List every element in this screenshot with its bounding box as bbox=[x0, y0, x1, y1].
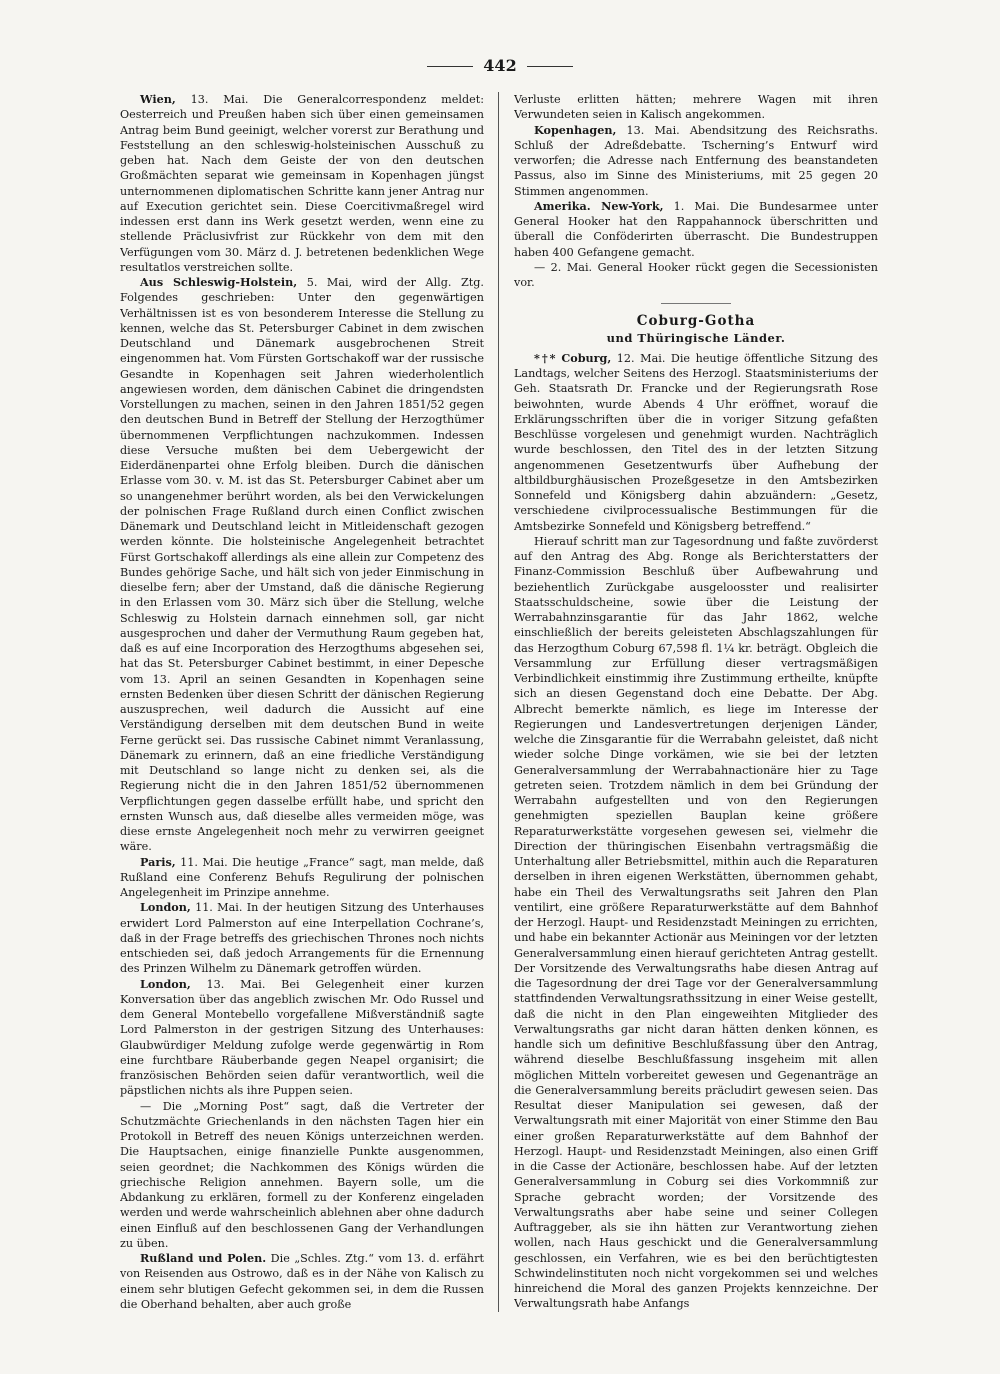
header-rule-left bbox=[427, 66, 473, 67]
paragraph-text: — Die „Morning Post“ sagt, daß die Vertreter der Schutzmächte Griechenlands in den nächsten Tagen hier ein Protokoll in Betreff des neuen Königs unterzeichnen werden. Die Hauptsachen, einige finanzielle Punkte ausgenommen, seien geordnet; die Nachkommen des Königs würden die griechische Religion annehmen. Bayern solle, um die Abdankung zu erklären, formell zu der Konferenz eingeladen werden und werde wahrscheinlich ablehnen aber ohne dadurch einen Einfluß auf den beschlossenen Gang der Verhandlungen zu üben. bbox=[120, 1099, 484, 1250]
paragraph-text: 11. Mai. In der heutigen Sitzung des Unterhauses erwidert Lord Palmerston auf eine Interpellation Cochrane’s, daß in der Frage betreffs des griechischen Thrones noch nichts entschieden sei, daß jedoch Arrangements für die Ernennung des Prinzen Wilhelm zu Dänemark getroffen würden. bbox=[120, 901, 484, 976]
paragraph-text: Verluste erlitten hätten; mehrere Wagen mit ihren Verwundeten seien in Kalisch angekommen. bbox=[514, 93, 878, 122]
dateline: Rußland und Polen. bbox=[140, 1251, 267, 1265]
paragraph-text: Die „Schles. Ztg.“ vom 13. d. erfährt von Reisenden aus Ostrowo, daß es in der Nähe von Kalisch zu einem sehr blutigen Gefecht gekommen sei, in dem die Russen die Oberhand behalten, aber auch große bbox=[120, 1252, 484, 1311]
dateline: London, bbox=[140, 976, 191, 991]
article-paragraph bbox=[514, 534, 878, 1312]
right-column bbox=[514, 92, 878, 1314]
paragraph-text: 13. Mai. Bei Gelegenheit einer kurzen Konversation über das angeblich zwischen Mr. Odo Russel und dem General Montebello vorgefallene Mißverständniß sagte Lord Palmerston in der gestrigen Sitzung des Unterhauses: Glaubwürdiger Meldung zufolge werde gegenwärtig in Rom eine furchtbare Räuberbande gegen Neapel organisirt; die französischen Behörden seien dafür verantwortlich, weil die päpstlichen nichts als ihre Puppen seien. bbox=[120, 977, 484, 1098]
article-paragraph bbox=[514, 92, 878, 123]
paragraph-text: 13. Mai. Die Generalcorrespondenz meldet: Oesterreich und Preußen haben sich über einen gemeinsamen Antrag beim Bund geeinigt, welcher vorerst zur Berathung und Feststellung an den schleswig-holsteinischen Ausschuß zu geben hat. Nach dem Geiste der von den deutschen Großmächten separat wie gemeinsam in Kopenhagen jüngst unternommenen diplomatischen Schritte kann jener Antrag nur auf Execution gerichtet sein. Diese Coercitivmaßregel wird indessen erst dann ins Werk gesetzt werden, wenn eine zu stellende Präclusivfrist zur Rückkehr von dem mit den Verfügungen vom 30. März d. J. betretenen bedenklichen Wege resultatlos verstreichen sollte. bbox=[120, 93, 484, 274]
article-paragraph bbox=[514, 351, 878, 534]
article-paragraph bbox=[514, 260, 878, 291]
dateline: London, bbox=[140, 900, 191, 915]
article-paragraph bbox=[120, 977, 484, 1099]
article-paragraph bbox=[514, 199, 878, 260]
dateline: Aus Schleswig-Holstein, bbox=[140, 275, 298, 289]
page-number-header bbox=[0, 56, 1000, 75]
paragraph-text: 1. Mai. Die Bundesarmee unter General Hooker hat den Rappahannock überschritten und überall die Conföderirten überrascht. Die Bundestruppen haben 400 Gefangene gemacht. bbox=[514, 199, 878, 259]
article-paragraph bbox=[120, 1099, 484, 1252]
dateline: Paris, bbox=[140, 854, 176, 869]
dateline: Wien, bbox=[140, 92, 176, 106]
article-paragraph bbox=[120, 900, 484, 976]
header-rule-right bbox=[527, 66, 573, 67]
article-paragraph bbox=[120, 1251, 484, 1312]
dateline: Kopenhagen, bbox=[534, 122, 617, 137]
right-column-news bbox=[514, 92, 878, 290]
article-paragraph bbox=[120, 855, 484, 901]
page-number: 442 bbox=[483, 56, 517, 75]
dateline: Amerika. New-York, bbox=[534, 198, 664, 213]
left-column bbox=[120, 92, 484, 1314]
dateline: *†* Coburg, bbox=[534, 350, 612, 365]
section-subheading: und Thüringische Länder. bbox=[606, 330, 786, 345]
article-paragraph bbox=[514, 123, 878, 199]
paragraph-text: 5. Mai, wird der Allg. Ztg. Folgendes geschrieben: Unter den gegenwärtigen Verhältnissen ist es von besonderem Interesse die Stellung zu kennen, welche das St. Petersburger Cabinet in dem zwischen Deutschland und Dänemark ausgebrochenen Streit eingenommen hat. Vom Fürsten Gortschakoff war der russische Gesandte in Kopenhagen seit Jahren wiederholentlich angewiesen worden, dem dänischen Cabinet die dringendsten Vorstellungen zu machen, seinen in den Jahren 1851/52 gegen den deutschen Bund in Betreff der Stellung der Herzogthümer übernommenen Verpflichtungen nachzukommen. Indessen diese Versuche mußten bei dem Uebergewicht der Eiderdänenpartei ohne Erfolg bleiben. Durch die dänischen Erlasse vom 30. v. M. ist das St. Petersburger Cabinet aber um so unangenehmer berührt worden, als bei den Verwickelungen der polnischen Frage Rußland durch einen Conflict zwischen Dänemark und Deutschland leicht in Mitleidenschaft gezogen werden könnte. Die holsteinische Angelegenheit betrachtet Fürst Gortschakoff allerdings als eine allein zur Competenz des Bundes gehörige Sache, und hält sich von jeder Einmischung in dieselbe fern; aber der Umstand, daß die dänische Regierung in den Erlassen vom 30. März sich über die Stellung, welche Schleswig zu Holstein darnach einnehmen soll, gar nicht ausgesprochen und daher der Vermuthung Raum gegeben hat, daß es auf eine Incorporation des Herzogthums abgesehen sei, hat das St. Petersburger Cabinet bestimmt, in einer Depesche vom 13. April an seinen Gesandten in Kopenhagen seine ernsten Bedenken über diesen Schritt der dänischen Regierung auszusprechen, weil dadurch die Aussicht auf eine Verständigung derselben mit dem deutschen Bund in weite Ferne gerückt sei. Das russische Cabinet nimmt Veranlassung, Dänemark zu erinnern, daß an eine friedliche Verständigung mit Deutschland so lange nicht zu denken sei, als die Regierung nicht die in den Jahren 1851/52 übernommenen Verpflichtungen gegen dasselbe erfüllt habe, und spricht den ernsten Wunsch aus, daß dieselbe alles vermeiden möge, was diese ernste Angelegenheit noch mehr zu verwirren geeignet wäre. bbox=[120, 276, 484, 854]
section-divider bbox=[661, 303, 731, 304]
section-heading: Coburg-Gotha bbox=[636, 313, 756, 330]
paragraph-text: — 2. Mai. General Hooker rückt gegen die Secessionisten vor. bbox=[514, 260, 878, 289]
article-paragraph bbox=[120, 275, 484, 855]
paragraph-text: 12. Mai. Die heutige öffentliche Sitzung des Landtags, welcher Seitens des Herzogl. Staatsministeriums der Geh. Staatsrath Dr. Francke und der Regierungsrath Rose beiwohnten, wurde Abends 4 Uhr eröffnet, worauf die Erklärungsschriften über die in voriger Sitzung gefaßten Beschlüsse vorgelesen und genehmigt wurden. Nachträglich wurde beschlossen, den Titel des in der letzten Sitzung angenommenen Gesetzentwurfs über Aufhebung der altbildburghäusischen Prozeßgesetze in den Amtsbezirken Sonnefeld und Königsberg dahin abzuändern: „Gesetz, verschiedene civilprocessualische Bestimmungen für die Amtsbezirke Sonnefeld und Königsberg betreffend.“ bbox=[514, 351, 878, 533]
paragraph-text: 13. Mai. Abendsitzung des Reichsraths. Schluß der Adreßdebatte. Tscherning’s Entwurf wird verworfen; die Adresse nach Entfernung des beanstandeten Passus, also im Sinne des Ministeriums, mit 25 gegen 20 Stimmen angenommen. bbox=[514, 123, 878, 198]
paragraph-text: Hierauf schritt man zur Tagesordnung und faßte zuvörderst auf den Antrag des Abg. Ronge als Berichterstatters der Finanz-Commission Beschluß über Aufbewahrung und beziehentlich Zurückgabe ausgeloosster und realisirter Staatsschuldscheine, sowie über die Leistung der Werrabahnzinsgarantie für das Jahr 1862, welche einschließlich der bereits geleisteten Abschlagszahlungen für das Herzogthum Coburg 67,598 fl. 1¼ kr. beträgt. Obgleich die Versammlung zur Erfüllung dieser vertragsmäßigen Verbindlichkeit einstimmig ihre Zustimmung ertheilte, knüpfte sich an diesen Gegenstand doch eine Debatte. Der Abg. Albrecht bemerkte nämlich, es liege im Interesse der Regierungen und Landesvertretungen derjenigen Länder, welche die Zinsgarantie für die Werrabahn geleistet, daß nicht wieder solche Dinge vorkämen, wie sie bei der letzten Generalversammlung der Werrabahnactionäre hier zu Tage getreten seien. Trotzdem nämlich in dem bei Gründung der Werrabahn aufgestellten und von den Regierungen genehmigten speziellen Bauplan keine größere Reparaturwerkstätte vorgesehen gewesen sei, vielmehr die Direction der thüringischen Eisenbahn vertragsmäßig die Unterhaltung aller Betriebsmittel, mithin auch die Reparaturen derselben in ihren eigenen Werkstätten, übernommen gehabt, habe ein Theil des Verwaltungsraths seit Jahren den Plan ventilirt, eine größere Reparaturwerkstätte auf dem Bahnhof der Herzogl. Haupt- und Residenzstadt Meiningen zu errichten, und habe ein bekannter Actionär aus Meiningen vor der letzten Generalversammlung einen hierauf gerichteten Antrag gestellt. Der Vorsitzende des Verwaltungsraths habe diesen Antrag auf die Tagesordnung der drei Tage vor der Generalversammlung stattfindenden Verwaltungsrathssitzung in einer Weise gestellt, daß die nicht in den Plan eingeweihten Mitglieder des Verwaltungsraths gar nicht daran hätten denken können, es handle sich um definitive Beschlußfassung über den Antrag, während dieselbe Beschlußfassung insgeheim mit allen möglichen Mitteln vorbereitet gewesen und Gegenanträge an die Generalversammlung bereits präcludirt gewesen seien. Das Resultat dieser Manipulation sei gewesen, daß der Verwaltungsrath mit einer Majorität von einer Stimme den Bau einer großen Reparaturwerkstätte auf dem Bahnhof der Herzogl. Haupt- und Residenzstadt Meiningen, also einen Griff in die Casse der Actionäre, beschlossen habe. Auf der letzten Generalversammlung in Coburg sei dies Vorkommniß zur Sprache gebracht worden; der Vorsitzende des Verwaltungsraths aber habe seine und seiner Collegen Auftraggeber, als sie ihn hätten zur Verantwortung ziehen wollen, nach Haus geschickt und die Generalversammlung geschlossen, ein Verfahren, wie es bei den berüchtigtesten Schwindelinstituten noch nicht vorgekommen sei und welches hinreichend die Moral des ganzen Projekts kennzeichne. Der Verwaltungsrath habe Anfangs bbox=[514, 534, 878, 1311]
article-paragraph bbox=[120, 92, 484, 275]
paragraph-text: 11. Mai. Die heutige „France“ sagt, man melde, daß Rußland eine Conferenz Behufs Regulirung der polnischen Angelegenheit im Prinzipe annehme. bbox=[120, 855, 484, 899]
column-divider bbox=[498, 92, 499, 1312]
right-column-coburg bbox=[514, 351, 878, 1312]
